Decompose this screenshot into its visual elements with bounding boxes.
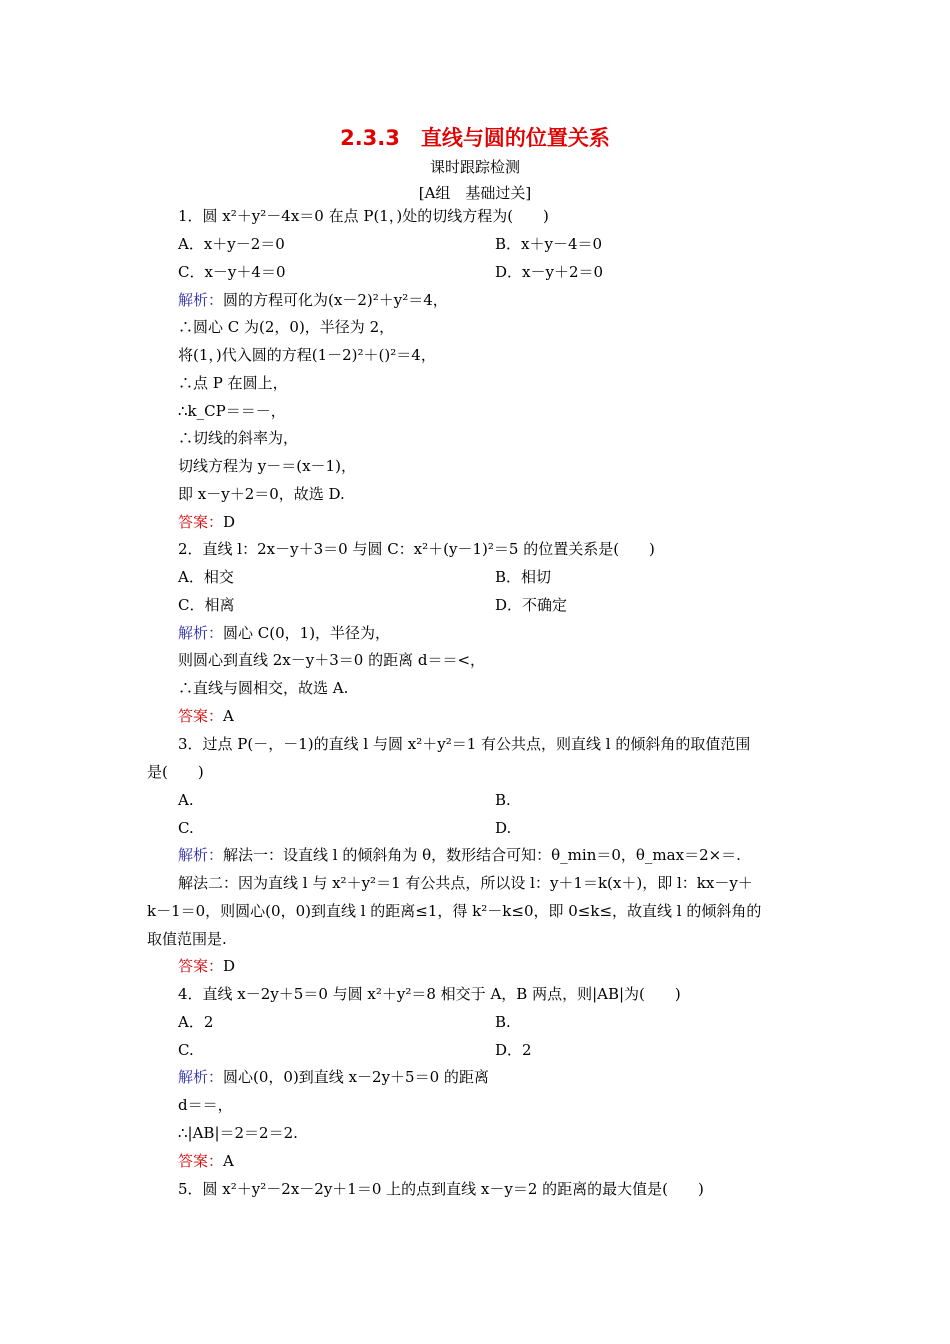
- q1-analysis-line: 即 x－y＋2＝0，故选 D.: [178, 485, 345, 503]
- q3-stem: 3．过点 P(－，－1)的直线 l 与圆 x²＋y²＝1 有公共点，则直线 l 的倾斜角的取值范围: [178, 735, 751, 753]
- q3-option-c: C.: [178, 819, 194, 837]
- q2-option-d: D．不确定: [495, 596, 568, 614]
- page-subtitle: 课时跟踪检测: [429, 158, 520, 176]
- q2-analysis-line: 解析：圆心 C(0，1)，半径为，: [178, 624, 391, 642]
- q2-option-c: C．相离: [178, 596, 235, 614]
- q2-analysis-line: 则圆心到直线 2x－y＋3＝0 的距离 d＝＝<，: [178, 651, 486, 669]
- q1-analysis-line: 将(1，)代入圆的方程(1－2)²＋()²＝4，: [178, 346, 436, 364]
- q4-option-b: B.: [495, 1013, 511, 1031]
- q2-analysis-line: ∴直线与圆相交，故选 A.: [178, 679, 349, 697]
- q4-analysis-line: 解析：圆心(0，0)到直线 x－2y＋5＝0 的距离: [178, 1068, 489, 1086]
- q3-analysis-line: 取值范围是.: [147, 930, 227, 948]
- page-title: 2.3.3 直线与圆的位置关系: [340, 126, 610, 150]
- q1-analysis-line: ∴圆心 C 为(2，0)，半径为 2，: [178, 318, 395, 336]
- analysis-label: 解析：: [178, 624, 224, 642]
- q1-analysis-line: ∴点 P 在圆上，: [178, 374, 288, 392]
- q1-option-b: B．x＋y－4＝0: [495, 235, 603, 253]
- q3-option-d: D.: [495, 819, 512, 837]
- q4-analysis-line: d＝＝，: [178, 1096, 233, 1114]
- q3-answer: 答案：D: [178, 957, 236, 975]
- analysis-label: 解析：: [178, 1068, 224, 1086]
- q3-stem: 是( ): [147, 763, 204, 781]
- q5-stem: 5．圆 x²＋y²－2x－2y＋1＝0 上的点到直线 x－y＝2 的距离的最大值是( ): [178, 1180, 704, 1198]
- q1-analysis-line: 解析：圆的方程可化为(x－2)²＋y²＝4，: [178, 291, 448, 309]
- q1-analysis-line: ∴切线的斜率为，: [178, 429, 299, 447]
- q3-option-b: B.: [495, 791, 511, 809]
- q2-option-b: B．相切: [495, 568, 552, 586]
- q4-option-c: C.: [178, 1041, 194, 1059]
- answer-label: 答案：: [178, 707, 224, 725]
- answer-label: 答案：: [178, 957, 224, 975]
- q3-analysis-line: k－1＝0，则圆心(0，0)到直线 l 的距离≤1，得 k²－k≤0，即 0≤k≤，故直线 l 的倾斜角的: [147, 902, 762, 920]
- q4-answer: 答案：A: [178, 1152, 234, 1170]
- q3-option-a: A.: [178, 791, 194, 809]
- q3-analysis-line: 解法二：因为直线 l 与 x²＋y²＝1 有公共点，所以设 l：y＋1＝k(x＋)，即 l：kx－y＋: [178, 874, 753, 892]
- q1-stem: 1．圆 x²＋y²－4x＝0 在点 P(1，)处的切线方程为( ): [178, 207, 549, 225]
- q3-analysis-line: 解析：解法一：设直线 l 的倾斜角为 θ，数形结合可知：θ_min＝0，θ_max＝2×＝.: [178, 846, 741, 864]
- answer-label: 答案：: [178, 1152, 224, 1170]
- q4-stem: 4．直线 x－2y＋5＝0 与圆 x²＋y²＝8 相交于 A，B 两点，则|AB|为( ): [178, 985, 681, 1003]
- q4-option-a: A．2: [178, 1013, 214, 1031]
- q1-analysis-line: ∴k_CP＝＝－，: [178, 402, 286, 420]
- q2-answer: 答案：A: [178, 707, 234, 725]
- q1-option-c: C．x－y＋4＝0: [178, 263, 286, 281]
- q1-analysis-line: 切线方程为 y－＝(x－1)，: [178, 457, 356, 475]
- q4-option-d: D．2: [495, 1041, 532, 1059]
- q2-stem: 2．直线 l：2x－y＋3＝0 与圆 C：x²＋(y－1)²＝5 的位置关系是( ): [178, 540, 655, 558]
- analysis-label: 解析：: [178, 291, 224, 309]
- answer-label: 答案：: [178, 513, 224, 531]
- q4-analysis-line: ∴|AB|＝2＝2＝2.: [178, 1124, 298, 1142]
- q1-option-d: D．x－y＋2＝0: [495, 263, 604, 281]
- q1-option-a: A．x＋y－2＝0: [178, 235, 285, 253]
- q2-option-a: A．相交: [178, 568, 234, 586]
- analysis-label: 解析：: [178, 846, 224, 864]
- q1-answer: 答案：D: [178, 513, 236, 531]
- group-label: [A组 基础过关]: [418, 184, 532, 202]
